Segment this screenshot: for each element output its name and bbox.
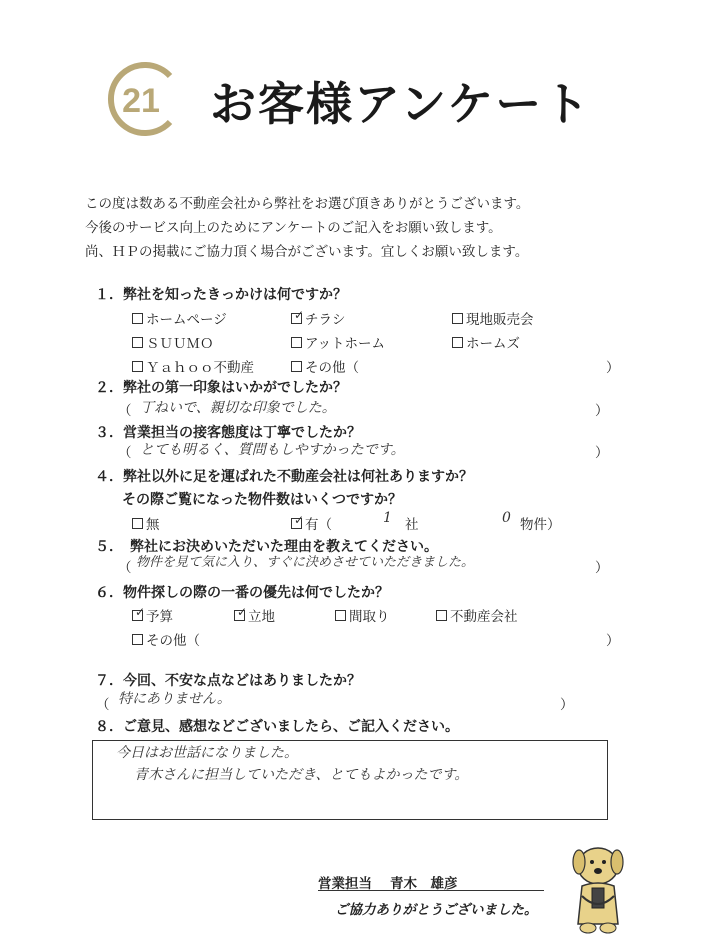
q4-property-count[interactable]: 0 [502,510,511,526]
q4-company-count[interactable]: 1 [383,510,392,526]
q3-open-paren: （ [118,445,132,461]
q2-close-paren: ） [595,403,609,419]
checkbox[interactable] [335,610,346,621]
q7-label: ７．今回、不安な点などはありましたか？ [95,673,361,689]
checkbox[interactable] [132,337,143,348]
q6-close-paren: ） [606,633,620,649]
q4-property-unit: 物件） [520,517,561,533]
q6-option-location[interactable]: ✓ 立地 [234,605,275,625]
q4-option-none[interactable]: 無 [132,513,160,533]
q4-label: ４．弊社以外に足を運ばれた不動産会社は何社ありますか？ [95,469,473,485]
checkbox[interactable] [132,518,143,529]
q5-label: ５． 弊社にお決めいただいた理由を教えてください。 [95,539,438,555]
signature-line [318,890,544,891]
q2-answer[interactable]: 丁ねいで、親切な印象でした。 [140,400,336,416]
intro-line-1: この度は数ある不動産会社から弊社をお選び頂きありがとうございます。 [85,196,530,212]
q7-answer[interactable]: 特にありません。 [118,691,231,707]
checkbox-checked[interactable] [132,605,146,621]
check-icon: ✓ [294,308,305,322]
checkbox-checked[interactable] [291,513,305,529]
checkbox[interactable] [132,361,143,372]
q1-label: １．弊社を知ったきっかけは何ですか？ [95,287,347,303]
q4-option-yes[interactable]: ✓ 有（ [291,513,332,533]
q5-close-paren: ） [595,560,609,576]
checkbox[interactable] [436,610,447,621]
q8-answer-line-2: 青木さんに担当していただき、とてもよかったです。 [134,767,469,783]
q8-label: ８．ご意見、感想などございましたら、ご記入ください。 [95,719,459,735]
intro-line-2: 今後のサービス向上のためにアンケートのご記入をお願い致します。 [85,220,502,236]
checkbox[interactable] [452,313,463,324]
q6-label: ６．物件探しの際の一番の優先は何でしたか？ [95,585,389,601]
logo-text: 21 [122,82,160,120]
q6-option-budget[interactable]: ✓ 予算 [132,605,173,625]
q1-option-open-house[interactable]: 現地販売会 [452,308,534,328]
checkbox-checked[interactable] [234,605,248,621]
q6-option-floorplan[interactable]: 間取り [335,605,390,625]
q1-option-suumo[interactable]: ＳＵＵＭＯ [132,332,214,352]
q4-company-unit: 社 [405,517,419,533]
q8-answer-line-1: 今日はお世話になりました。 [116,745,298,761]
mascot-dog-icon [568,836,630,938]
q1-option-flyer[interactable]: ✓ チラシ [291,308,346,328]
q1-option-athome[interactable]: アットホーム [291,332,385,352]
q1-close-paren: ） [606,360,620,376]
q2-label: ２．弊社の第一印象はいかがでしたか？ [95,380,347,396]
check-icon: ✓ [237,605,248,619]
q1-option-yahoo[interactable]: Ｙａｈｏｏ不動産 [132,356,254,376]
q1-option-homepage[interactable]: ホームページ [132,308,227,328]
q2-open-paren: （ [118,403,132,419]
q7-close-paren: ） [560,697,574,713]
q5-open-paren: （ [118,560,132,576]
checkbox-checked[interactable] [291,308,305,324]
q1-option-other[interactable]: その他（ [291,356,359,376]
q1-option-homes[interactable]: ホームズ [452,332,520,352]
check-icon: ✓ [135,605,146,619]
checkbox[interactable] [132,313,143,324]
q6-option-other[interactable]: その他（ [132,629,200,649]
checkbox[interactable] [132,634,143,645]
q7-open-paren: （ [96,697,110,713]
thanks-message: ご協力ありがとうございました。 [335,902,538,918]
q6-option-agency[interactable]: 不動産会社 [436,605,518,625]
checkbox[interactable] [291,361,302,372]
page-title: お客様アンケート [210,77,592,131]
staff-label: 営業担当 [318,876,372,892]
q3-label: ３．営業担当の接客態度は丁寧でしたか？ [95,425,361,441]
q3-answer[interactable]: とても明るく、質問もしやすかったです。 [140,442,405,458]
staff-name: 青木 雄彦 [390,876,458,892]
century21-logo [100,58,182,140]
checkbox[interactable] [291,337,302,348]
check-icon: ✓ [294,513,305,527]
q5-answer[interactable]: 物件を見て気に入り、すぐに決めさせていただきました。 [136,555,475,570]
q3-close-paren: ） [595,445,609,461]
checkbox[interactable] [452,337,463,348]
q4-sub-label: その際ご覧になった物件数はいくつですか？ [122,492,402,508]
intro-line-3: 尚、ＨＰの掲載にご協力頂く場合がございます。宜しくお願い致します。 [85,244,529,260]
